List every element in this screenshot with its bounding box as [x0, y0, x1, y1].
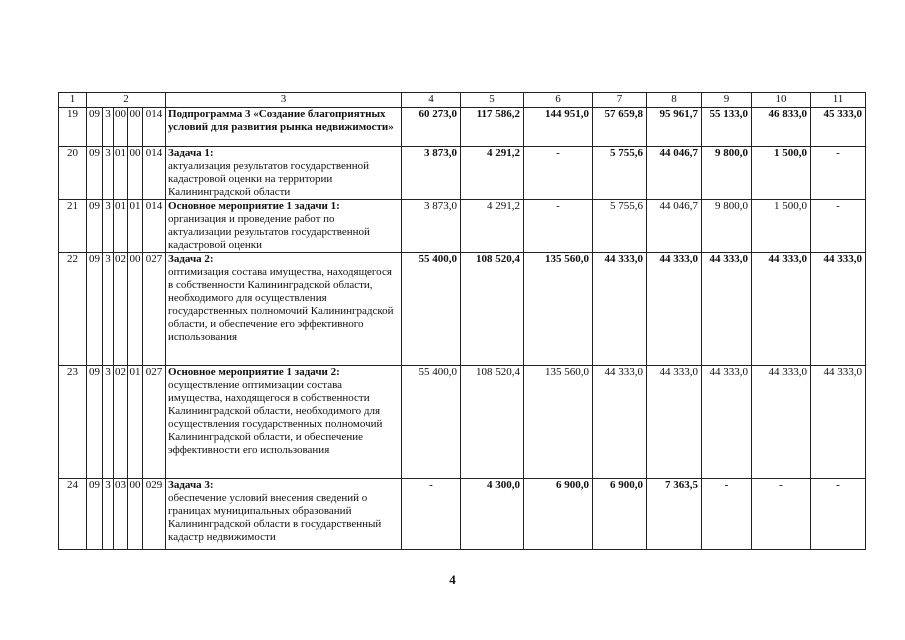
value-cell: 44 333,0	[702, 366, 752, 479]
value-cell: 135 560,0	[524, 366, 593, 479]
code-part-2: 3	[103, 200, 114, 253]
code-part-1: 09	[87, 479, 103, 550]
code-part-1: 09	[87, 108, 103, 147]
code-part-2: 3	[103, 108, 114, 147]
row-number: 20	[59, 147, 87, 200]
value-cell: -	[752, 479, 811, 550]
row-number: 23	[59, 366, 87, 479]
code-part-1: 09	[87, 200, 103, 253]
header-cell: 1	[59, 93, 87, 108]
row-title: Основное мероприятие 1 задачи 2:	[168, 366, 340, 378]
value-cell: 7 363,5	[647, 479, 702, 550]
code-part-5: 027	[143, 253, 166, 366]
value-cell: 60 273,0	[402, 108, 461, 147]
description-cell	[166, 479, 402, 550]
value-cell: -	[811, 147, 866, 200]
code-part-4: 00	[128, 479, 143, 550]
value-cell: 44 333,0	[702, 253, 752, 366]
value-cell: 108 520,4	[461, 366, 524, 479]
row-title: Задача 3:	[168, 479, 214, 491]
value-cell: 3 873,0	[402, 200, 461, 253]
header-cell: 4	[402, 93, 461, 108]
value-cell: 45 333,0	[811, 108, 866, 147]
code-part-4: 01	[128, 200, 143, 253]
value-cell: 9 800,0	[702, 200, 752, 253]
code-part-2: 3	[103, 253, 114, 366]
value-cell: -	[524, 147, 593, 200]
value-cell: -	[402, 479, 461, 550]
table-row	[59, 108, 866, 147]
header-cell: 7	[593, 93, 647, 108]
code-part-5: 014	[143, 108, 166, 147]
value-cell: 44 333,0	[593, 366, 647, 479]
row-description: актуализация результатов государственной кадастровой оценки на территории Калининградской области	[168, 160, 370, 198]
value-cell: -	[811, 479, 866, 550]
code-part-5: 029	[143, 479, 166, 550]
row-description: организация и проведение работ по актуализации результатов государственной кадастровой оценки	[168, 213, 370, 251]
value-cell: -	[524, 200, 593, 253]
row-title: Основное мероприятие 1 задачи 1:	[168, 200, 340, 212]
code-part-4: 00	[128, 253, 143, 366]
description-cell	[166, 366, 402, 479]
description-cell	[166, 147, 402, 200]
header-cell: 6	[524, 93, 593, 108]
code-part-1: 09	[87, 253, 103, 366]
code-part-3: 01	[114, 200, 128, 253]
value-cell: 144 951,0	[524, 108, 593, 147]
code-part-3: 00	[114, 108, 128, 147]
value-cell: 6 900,0	[524, 479, 593, 550]
value-cell: 44 046,7	[647, 200, 702, 253]
value-cell: 44 333,0	[647, 366, 702, 479]
table-row	[59, 479, 866, 550]
value-cell: 5 755,6	[593, 147, 647, 200]
code-part-5: 027	[143, 366, 166, 479]
description-cell	[166, 200, 402, 253]
value-cell: 44 046,7	[647, 147, 702, 200]
code-part-2: 3	[103, 366, 114, 479]
header-cell: 5	[461, 93, 524, 108]
code-part-4: 00	[128, 147, 143, 200]
value-cell: 108 520,4	[461, 253, 524, 366]
header-cell: 3	[166, 93, 402, 108]
value-cell: 55 400,0	[402, 366, 461, 479]
row-number: 24	[59, 479, 87, 550]
code-part-5: 014	[143, 200, 166, 253]
row-number: 19	[59, 108, 87, 147]
header-cell: 10	[752, 93, 811, 108]
value-cell: 5 755,6	[593, 200, 647, 253]
value-cell: 44 333,0	[811, 366, 866, 479]
value-cell: 4 291,2	[461, 147, 524, 200]
code-part-4: 00	[128, 108, 143, 147]
value-cell: -	[702, 479, 752, 550]
value-cell: 4 300,0	[461, 479, 524, 550]
value-cell: 44 333,0	[752, 253, 811, 366]
value-cell: 9 800,0	[702, 147, 752, 200]
row-number: 21	[59, 200, 87, 253]
value-cell: 1 500,0	[752, 200, 811, 253]
value-cell: 1 500,0	[752, 147, 811, 200]
row-title: Задача 2:	[168, 253, 214, 265]
value-cell: 44 333,0	[811, 253, 866, 366]
code-part-2: 3	[103, 479, 114, 550]
row-description: осуществление оптимизации состава имущества, находящегося в собственности Калининградской области, необходимого для осуществления государственных полномочий Калининградской области, и обеспечение эффективности его использования	[168, 379, 383, 456]
value-cell: 3 873,0	[402, 147, 461, 200]
row-description: оптимизация состава имущества, находящегося в собственности Калининградской области, необходимого для осуществления государственных полномочий Калининградской области, и обеспечение его эффективного использования	[168, 266, 394, 343]
row-number: 22	[59, 253, 87, 366]
value-cell: 55 400,0	[402, 253, 461, 366]
row-title: Задача 1:	[168, 147, 214, 159]
table-row	[59, 200, 866, 253]
header-cell: 11	[811, 93, 866, 108]
header-row	[59, 93, 866, 108]
value-cell: 55 133,0	[702, 108, 752, 147]
value-cell: 57 659,8	[593, 108, 647, 147]
code-part-1: 09	[87, 366, 103, 479]
code-part-4: 01	[128, 366, 143, 479]
code-part-5: 014	[143, 147, 166, 200]
value-cell: 46 833,0	[752, 108, 811, 147]
code-part-3: 02	[114, 253, 128, 366]
code-part-2: 3	[103, 147, 114, 200]
table-row	[59, 147, 866, 200]
code-part-1: 09	[87, 147, 103, 200]
value-cell: 44 333,0	[593, 253, 647, 366]
header-cell: 2	[87, 93, 166, 108]
value-cell: 117 586,2	[461, 108, 524, 147]
value-cell: 4 291,2	[461, 200, 524, 253]
value-cell: 44 333,0	[647, 253, 702, 366]
budget-table	[58, 92, 866, 550]
code-part-3: 03	[114, 479, 128, 550]
description-cell	[166, 253, 402, 366]
table-row	[59, 253, 866, 366]
header-cell: 8	[647, 93, 702, 108]
page-number: 4	[449, 572, 456, 587]
value-cell: 44 333,0	[752, 366, 811, 479]
value-cell: 135 560,0	[524, 253, 593, 366]
row-description: обеспечение условий внесения сведений о границах муниципальных образований Калининградской области в государственный кадастр недвижимости	[168, 492, 382, 543]
value-cell: 95 961,7	[647, 108, 702, 147]
header-cell: 9	[702, 93, 752, 108]
code-part-3: 01	[114, 147, 128, 200]
description-cell	[166, 108, 402, 147]
row-title: Подпрограмма 3 «Создание благоприятных условий для развития рынка недвижимости»	[168, 108, 394, 133]
value-cell: -	[811, 200, 866, 253]
table-row	[59, 366, 866, 479]
code-part-3: 02	[114, 366, 128, 479]
value-cell: 6 900,0	[593, 479, 647, 550]
table-body	[59, 108, 866, 550]
